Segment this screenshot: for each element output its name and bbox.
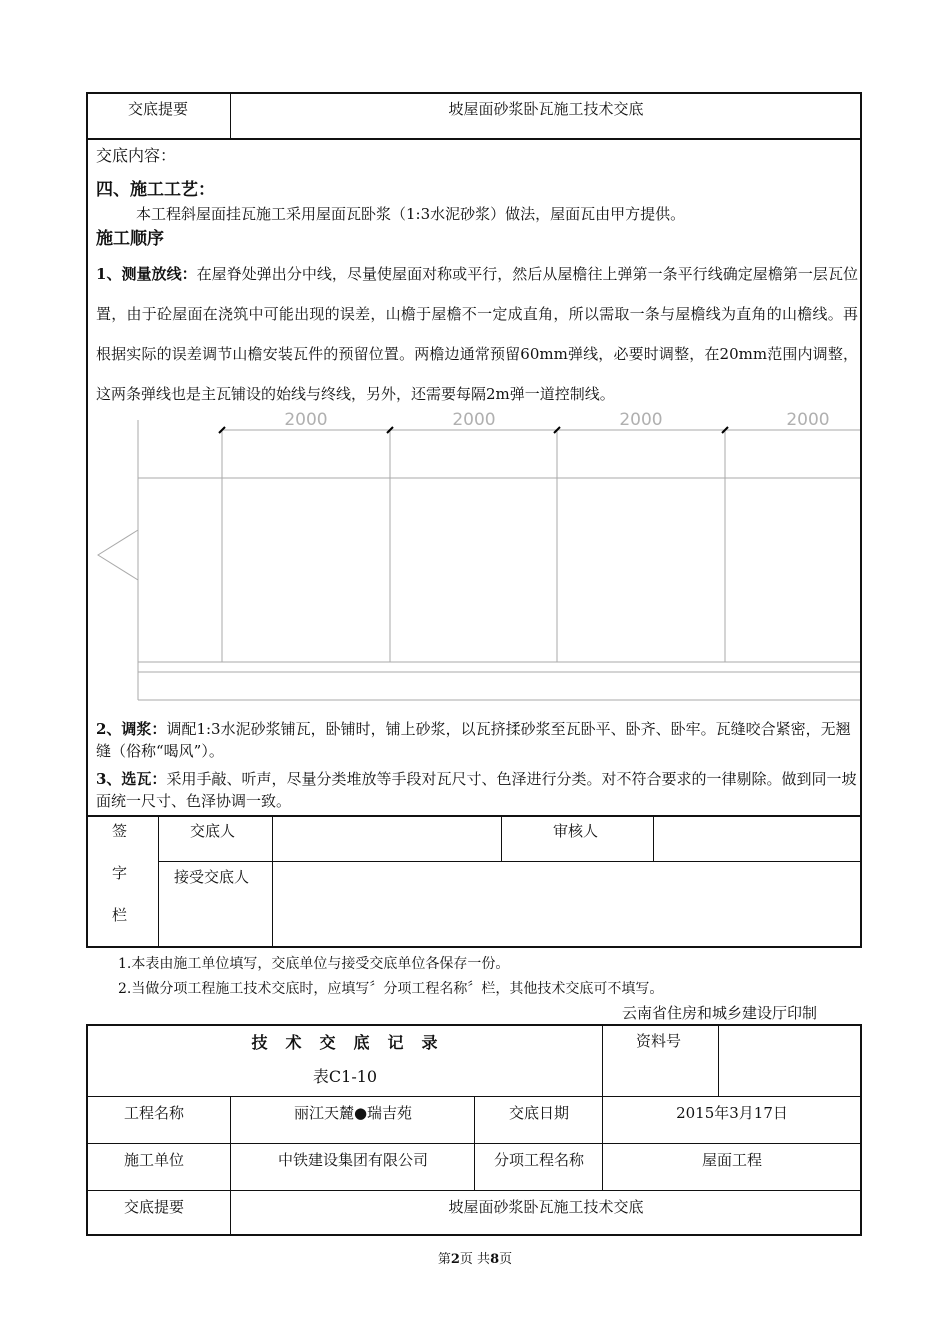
sign-char-3: 栏 — [112, 906, 128, 924]
discloser-label: 交底人 — [190, 822, 236, 840]
dimension-label: 2000 — [619, 410, 663, 430]
summary-value: 坡屋面砂浆卧瓦施工技术交底 — [448, 100, 644, 118]
disclosure-date: 2015年3月17日 — [676, 1104, 788, 1122]
sign-char-2: 字 — [112, 864, 128, 882]
step1-paragraph — [96, 254, 858, 414]
page-number: 2 — [450, 1252, 460, 1267]
page-mid: 页 共 — [459, 1252, 491, 1267]
dimension-label: 2000 — [786, 410, 830, 430]
order-title: 施工顺序 — [96, 229, 164, 249]
summary-value-2: 坡屋面砂浆卧瓦施工技术交底 — [448, 1198, 644, 1216]
section-title: 四、施工工艺： — [96, 180, 215, 200]
roof-layout-diagram — [88, 400, 860, 710]
step2-paragraph — [96, 718, 858, 762]
summary-label: 交底提要 — [127, 100, 188, 118]
form-number: 表C1-10 — [312, 1067, 378, 1086]
intro-text: 本工程斜屋面挂瓦施工采用屋面瓦卧浆（1:3水泥砂浆）做法，屋面瓦由甲方提供。 — [136, 205, 686, 223]
step3-title: 3、选瓦： — [96, 770, 167, 788]
date-label: 交底日期 — [508, 1104, 569, 1122]
content-label: 交底内容： — [96, 146, 177, 165]
break-symbol — [98, 510, 138, 700]
sign-char-1: 签 — [112, 822, 128, 840]
step1-title: 1、测量放线： — [96, 265, 197, 283]
summary-label-2: 交底提要 — [124, 1198, 185, 1216]
step1-text: 在屋脊处弹出分中线，尽量使屋面对称或平行，然后从屋檐往上弹第一条平行线确定屋檐第一层瓦位置，由于砼屋面在浇筑中可能出现的误差，山檐于屋檐不一定成直角，所以需取一条与屋檐线为直角的山檐线。再根据实际的误差调节山檐安装瓦件的预留位置。两檐边通常预留60mm弹线，必要时调整，在20mm范围内调整，这两条弹线也是主瓦铺设的始线与终线，另外，还需要每隔2m弹一道控制线。 — [96, 265, 858, 403]
contractor-name: 中铁建设集团有限公司 — [277, 1151, 428, 1169]
step3-paragraph — [96, 768, 858, 812]
doc-no-label: 资料号 — [636, 1032, 682, 1050]
project-name-label: 工程名称 — [124, 1104, 185, 1122]
reviewer-label: 审核人 — [553, 822, 599, 840]
page-total: 8 — [490, 1252, 500, 1267]
step2-text: 调配1:3水泥砂浆铺瓦，卧铺时，铺上砂浆，以瓦挤揉砂浆至瓦卧平、卧齐、卧牢。瓦缝咬合紧密，无翘缝（俗称“喝风”）。 — [96, 720, 851, 760]
project-name: 丽江天麓●瑞吉苑 — [293, 1104, 413, 1122]
receiver-label: 接受交底人 — [174, 868, 250, 886]
dimension-label: 2000 — [452, 410, 496, 430]
contractor-label: 施工单位 — [124, 1151, 185, 1169]
page-footer — [0, 1248, 950, 1267]
sub-project-name: 屋面工程 — [701, 1151, 762, 1169]
dimension-label: 2000 — [284, 410, 328, 430]
note-2: 2.当做分项工程施工技术交底时，应填写〞分项工程名称〞栏，其他技术交底可不填写。 — [118, 981, 664, 997]
step3-text: 采用手敲、听声，尽量分类堆放等手段对瓦尺寸、色泽进行分类。对不符合要求的一律剔除。做到同一坡面统一尺寸、色泽协调一致。 — [96, 770, 857, 810]
step2-title: 2、调浆： — [96, 720, 167, 738]
page-suffix: 页 — [499, 1252, 513, 1267]
note-1: 1.本表由施工单位填写，交底单位与接受交底单位各保存一份。 — [118, 956, 510, 972]
page-prefix: 第 — [437, 1252, 451, 1267]
printer-note: 云南省住房和城乡建设厅印制 — [622, 1004, 818, 1022]
form-title: 技 术 交 底 记 录 — [251, 1033, 439, 1052]
sub-project-label: 分项工程名称 — [493, 1151, 584, 1169]
